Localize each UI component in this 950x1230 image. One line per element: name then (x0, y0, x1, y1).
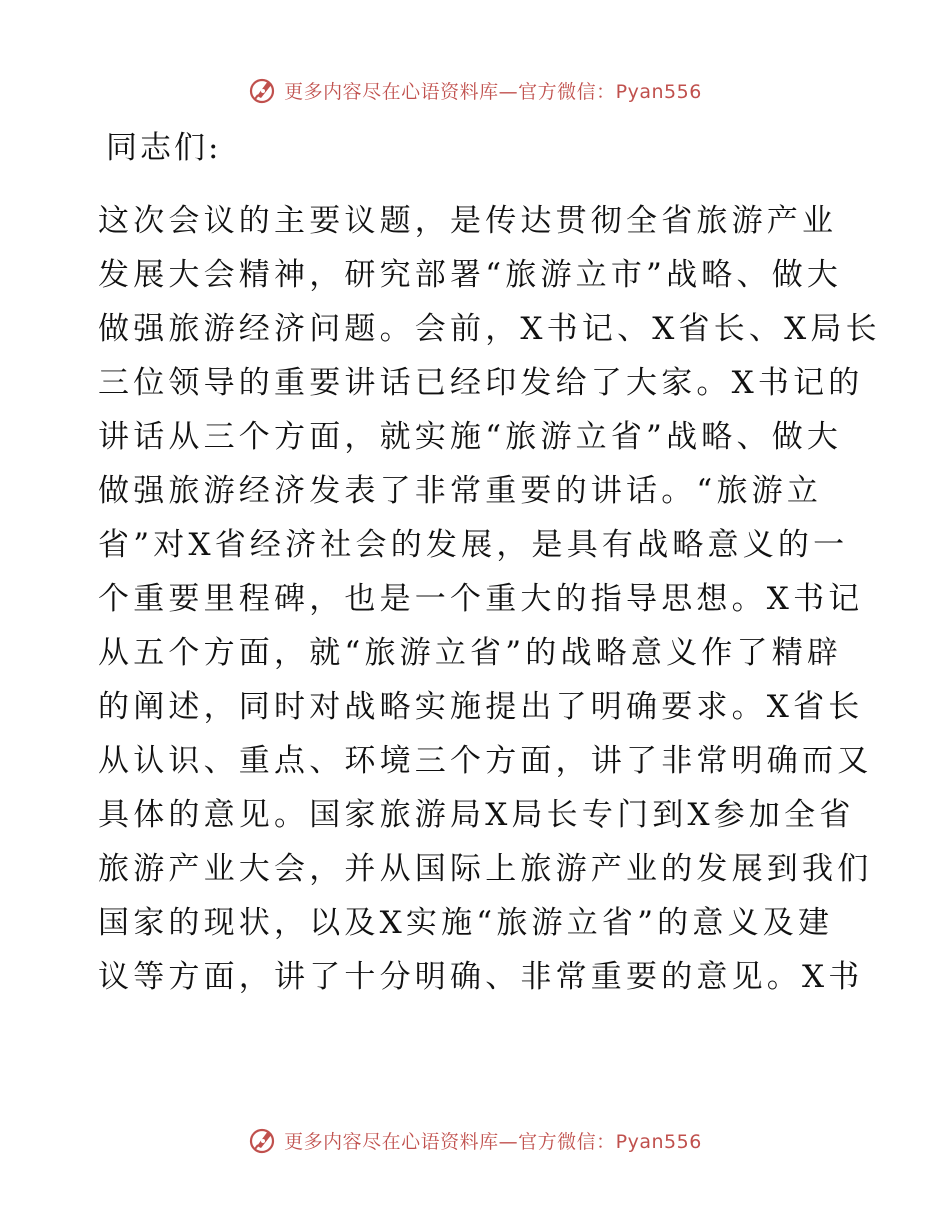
footer-watermark (0, 1120, 950, 1160)
header-watermark (0, 70, 950, 110)
text-line: 从五个方面，就“旅游立省”的战略意义作了精辟 (98, 635, 843, 671)
watermark-text: 更多内容尽在心语资料库—官方微信：Pyan556 (284, 1130, 702, 1153)
text-line: 国家的现状，以及X实施“旅游立省”的意义及建 (98, 905, 834, 941)
text-line: 的阐述，同时对战略实施提出了明确要求。X省长 (98, 689, 864, 725)
text-line: 从认识、重点、环境三个方面，讲了非常明确而又 (98, 743, 873, 779)
text-line: 省”对X省经济社会的发展，是具有战略意义的一 (98, 527, 849, 563)
text-line: 做强旅游经济发表了非常重要的讲话。“旅游立 (98, 473, 823, 509)
text-line: 讲话从三个方面，就实施“旅游立省”战略、做大 (98, 419, 843, 455)
pen-nib-circle-icon (248, 1125, 278, 1155)
text-line: 做强旅游经济问题。会前，X书记、X省长、X局长 (98, 311, 881, 347)
greeting: 同志们: (106, 130, 222, 166)
document-body (98, 194, 881, 1004)
text-line: 发展大会精神，研究部署“旅游立市”战略、做大 (98, 257, 843, 293)
text-line: 这次会议的主要议题，是传达贯彻全省旅游产业 (98, 203, 838, 239)
pen-nib-circle-icon (248, 75, 278, 105)
text-line: 旅游产业大会，并从国际上旅游产业的发展到我们 (98, 851, 873, 887)
watermark-text: 更多内容尽在心语资料库—官方微信：Pyan556 (284, 80, 702, 103)
text-line: 议等方面，讲了十分明确、非常重要的意见。X书 (98, 959, 864, 995)
text-line: 个重要里程碑，也是一个重大的指导思想。X书记 (98, 581, 864, 617)
text-line: 三位领导的重要讲话已经印发给了大家。X书记的 (98, 365, 864, 401)
text-line: 具体的意见。国家旅游局X局长专门到X参加全省 (98, 797, 855, 833)
